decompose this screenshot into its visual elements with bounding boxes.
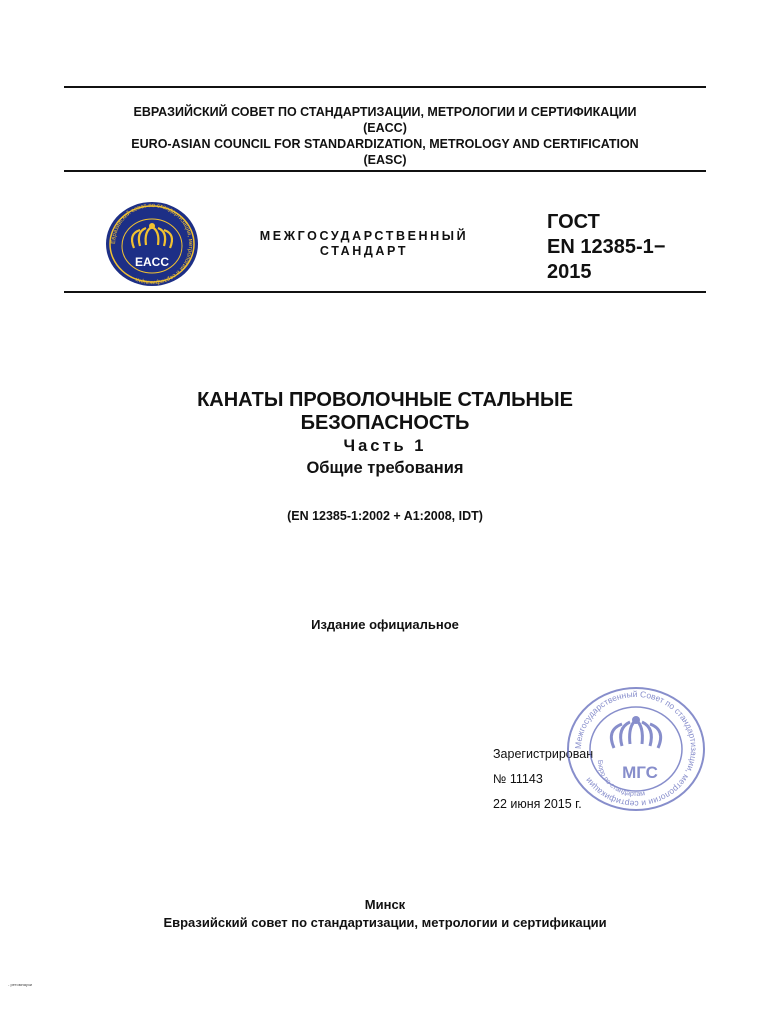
stamp-ring-text: Межгосударственный Совет по стандартизации, метрологии и сертификации (572, 688, 700, 810)
document-title (64, 389, 706, 479)
title-line1: КАНАТЫ ПРОВОЛОЧНЫЕ СТАЛЬНЫЕ (197, 389, 573, 411)
stamp-text: МГС (622, 763, 658, 782)
standard-code-line3: 2015 (547, 261, 592, 283)
registration-line1: Зарегистрирован (493, 747, 594, 761)
top-rule (64, 86, 706, 88)
standard-code-line2: EN 12385-1− (547, 236, 666, 258)
header-bottom-rule (64, 291, 706, 293)
standard-code (547, 210, 665, 285)
title-line2: БЕЗОПАСНОСТЬ (300, 412, 470, 434)
logo-text: EACC (134, 255, 170, 269)
council-divider (64, 170, 706, 172)
standard-type-line2: СТАНДАРТ (319, 244, 409, 258)
publisher-name: Евразийский совет по стандартизации, метрологии и сертификации (163, 915, 607, 930)
scan-mark: - ретомнаузи (8, 982, 32, 987)
council-header (64, 104, 706, 168)
stamp-inner-text: Бюро по стандартам (595, 759, 646, 799)
registration-number: № 11143 (493, 772, 543, 786)
council-en-abbr: (EASC) (363, 153, 407, 167)
en-reference: (EN 12385-1:2002 + A1:2008, IDT) (287, 509, 483, 523)
registration-date: 22 июня 2015 г. (493, 797, 582, 811)
council-ru-abbr: (EACC) (363, 121, 407, 135)
edition-label: Издание официальное (311, 617, 459, 632)
title-subtitle: Общие требования (306, 459, 464, 477)
council-ru-name: ЕВРАЗИЙСКИЙ СОВЕТ ПО СТАНДАРТИЗАЦИИ, МЕТРОЛОГИИ И СЕРТИФИКАЦИИ (133, 105, 637, 119)
standard-code-line1: ГОСТ (547, 211, 600, 233)
publisher-footer (64, 896, 706, 932)
mgs-stamp (566, 686, 706, 812)
publisher-city: Минск (364, 897, 406, 912)
title-part: Часть 1 (343, 437, 427, 455)
eacc-logo (104, 200, 200, 288)
council-en-name: EURO-ASIAN COUNCIL FOR STANDARDIZATION, METROLOGY AND CERTIFICATION (131, 137, 639, 151)
logo-ring-text: Евразийский совет по стандартизации, метрологии и сертификации (110, 202, 194, 286)
standard-type (226, 229, 502, 259)
standard-type-line1: МЕЖГОСУДАРСТВЕННЫЙ (259, 229, 469, 243)
